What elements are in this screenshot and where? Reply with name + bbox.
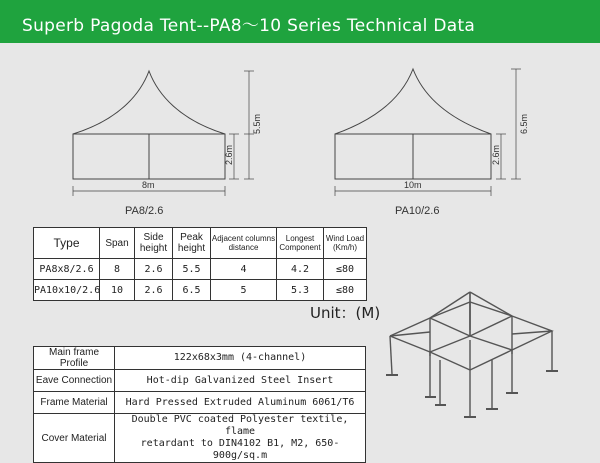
col-header-longest: Longest Component <box>277 228 324 259</box>
cell-longest: 4.2 <box>277 259 324 280</box>
material-value <box>115 414 366 463</box>
cell-span: 10 <box>100 280 135 301</box>
cell-type: PA10x10/2.6 <box>34 280 100 301</box>
table-row <box>34 280 367 301</box>
material-value: Hard Pressed Extruded Aluminum 6061/T6 <box>115 392 366 414</box>
col-header-peak-height: Peak height <box>173 228 211 259</box>
cell-wind: ≤80 <box>324 280 367 301</box>
unit-label: Unit：(M) <box>310 304 381 322</box>
pa10-side-label: 2.6m <box>491 144 501 165</box>
pa8-caption: PA8/2.6 <box>125 205 164 217</box>
frame-3d-drawing <box>386 292 558 417</box>
table-row <box>34 259 367 280</box>
table-row <box>34 347 366 370</box>
page-title: Superb Pagoda Tent--PA8～10 Series Technical Data <box>22 16 476 36</box>
table-row <box>34 392 366 414</box>
material-label: Cover Material <box>34 414 115 463</box>
pa10-caption: PA10/2.6 <box>395 205 440 217</box>
table-row <box>34 414 366 463</box>
col-header-wind: Wind Load (Km/h) <box>324 228 367 259</box>
cell-peak: 5.5 <box>173 259 211 280</box>
material-label: Eave Connection <box>34 370 115 392</box>
pa8-span-label: 8m <box>142 180 155 190</box>
cell-adjacent: 4 <box>211 259 277 280</box>
spec-table <box>33 227 367 301</box>
col-header-side-height: Side height <box>135 228 173 259</box>
material-label: Main frame Profile <box>34 347 115 370</box>
col-header-span: Span <box>100 228 135 259</box>
spec-table-header-row <box>34 228 367 259</box>
cell-wind: ≤80 <box>324 259 367 280</box>
material-value: Hot-dip Galvanized Steel Insert <box>115 370 366 392</box>
pa8-peak-label: 5.5m <box>252 113 262 134</box>
material-value: 122x68x3mm (4-channel) <box>115 347 366 370</box>
cell-peak: 6.5 <box>173 280 211 301</box>
col-header-type: Type <box>34 228 100 259</box>
table-row <box>34 370 366 392</box>
material-value-line: retardant to DIN4102 B1, M2, 650-900g/sq.m <box>140 438 340 461</box>
materials-table <box>33 346 366 463</box>
pa8-tent-drawing <box>73 71 254 196</box>
pa10-span-label: 10m <box>404 180 422 190</box>
cell-type: PA8x8/2.6 <box>34 259 100 280</box>
pa10-tent-drawing <box>335 69 521 196</box>
cell-side: 2.6 <box>135 280 173 301</box>
cell-span: 8 <box>100 259 135 280</box>
pa10-peak-label: 6.5m <box>519 113 529 134</box>
cell-side: 2.6 <box>135 259 173 280</box>
col-header-adjacent: Adjacent columns distance <box>211 228 277 259</box>
material-label: Frame Material <box>34 392 115 414</box>
material-value-line: Double PVC coated Polyester textile, flame <box>131 414 349 437</box>
cell-adjacent: 5 <box>211 280 277 301</box>
pa8-side-label: 2.6m <box>224 144 234 165</box>
cell-longest: 5.3 <box>277 280 324 301</box>
